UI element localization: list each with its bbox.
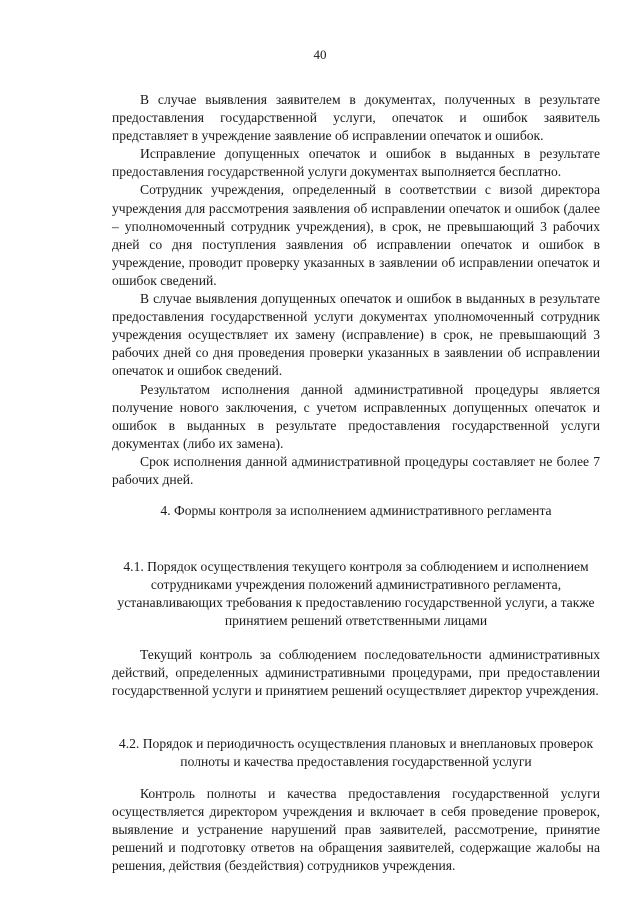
page-number: 40: [313, 47, 327, 62]
paragraph: Результатом исполнения данной административной процедуры является получение нового заключения, с учетом исправленных допущенных опечаток и ошибок в выданных в результате предоставления государственной услуги документах (либо их замена).: [112, 381, 600, 451]
subsection-4-2-text: Контроль полноты и качества предоставления государственной услуги осуществляется директором учреждения и включает в себя проведение проверок, выявление и устранение нарушений прав заявителей, рассмотрение, принятие решений и подготовку ответов на обращения заявителей, содержащие жалобы на решения, действия (бездействия) сотрудников учреждения.: [112, 786, 600, 874]
section-4-heading: 4. Формы контроля за исполнением административного регламента: [160, 503, 552, 518]
subsection-4-1-text: Текущий контроль за соблюдением последовательности административных действий, определенных административными процедурами, при предоставлении государственной услуги и принятием решений осуществляет директор учреждения.: [112, 647, 600, 699]
subsection-4-2-heading: 4.2. Порядок и периодичность осуществления плановых и внеплановых проверок полноты и качества предоставления государственной услуги: [118, 736, 594, 770]
subsection-4-1-heading: 4.1. Порядок осуществления текущего контроля за соблюдением и исполнением сотрудниками учреждения положений административного регламента, устанавливающих требования к предоставлению государственной услуги, а также принятием решений ответственными лицами: [117, 559, 595, 629]
paragraph: Исправление допущенных опечаток и ошибок в выданных в результате предоставления государственной услуги документах выполняется бесплатно.: [112, 146, 600, 180]
paragraph: Сотрудник учреждения, определенный в соответствии с визой директора учреждения для рассмотрения заявления об исправлении опечаток и ошибок (далее – уполномоченный сотрудник учреждения), в срок, не превышающий 3 рабочих дней со дня поступления заявления об исправлении опечаток и ошибок в учреждение, проводит проверку указанных в заявлении об исправлении опечаток и ошибок сведений.: [112, 182, 600, 288]
paragraph: Срок исполнения данной административной процедуры составляет не более 7 рабочих дней.: [112, 453, 600, 487]
paragraph: В случае выявления заявителем в документах, полученных в результате предоставления государственной услуги, опечаток и ошибок заявитель представляет в учреждение заявление об исправлении опечаток и ошибок.: [112, 92, 600, 144]
paragraph: В случае выявления допущенных опечаток и ошибок в выданных в результате предоставления государственной услуги документах уполномоченный сотрудник учреждения осуществляет их замену (исправление) в срок, не превышающий 3 рабочих дней со дня проведения проверки указанных в заявлении об исправлении опечаток и ошибок сведений.: [112, 291, 600, 379]
top-paragraphs: [112, 91, 600, 489]
